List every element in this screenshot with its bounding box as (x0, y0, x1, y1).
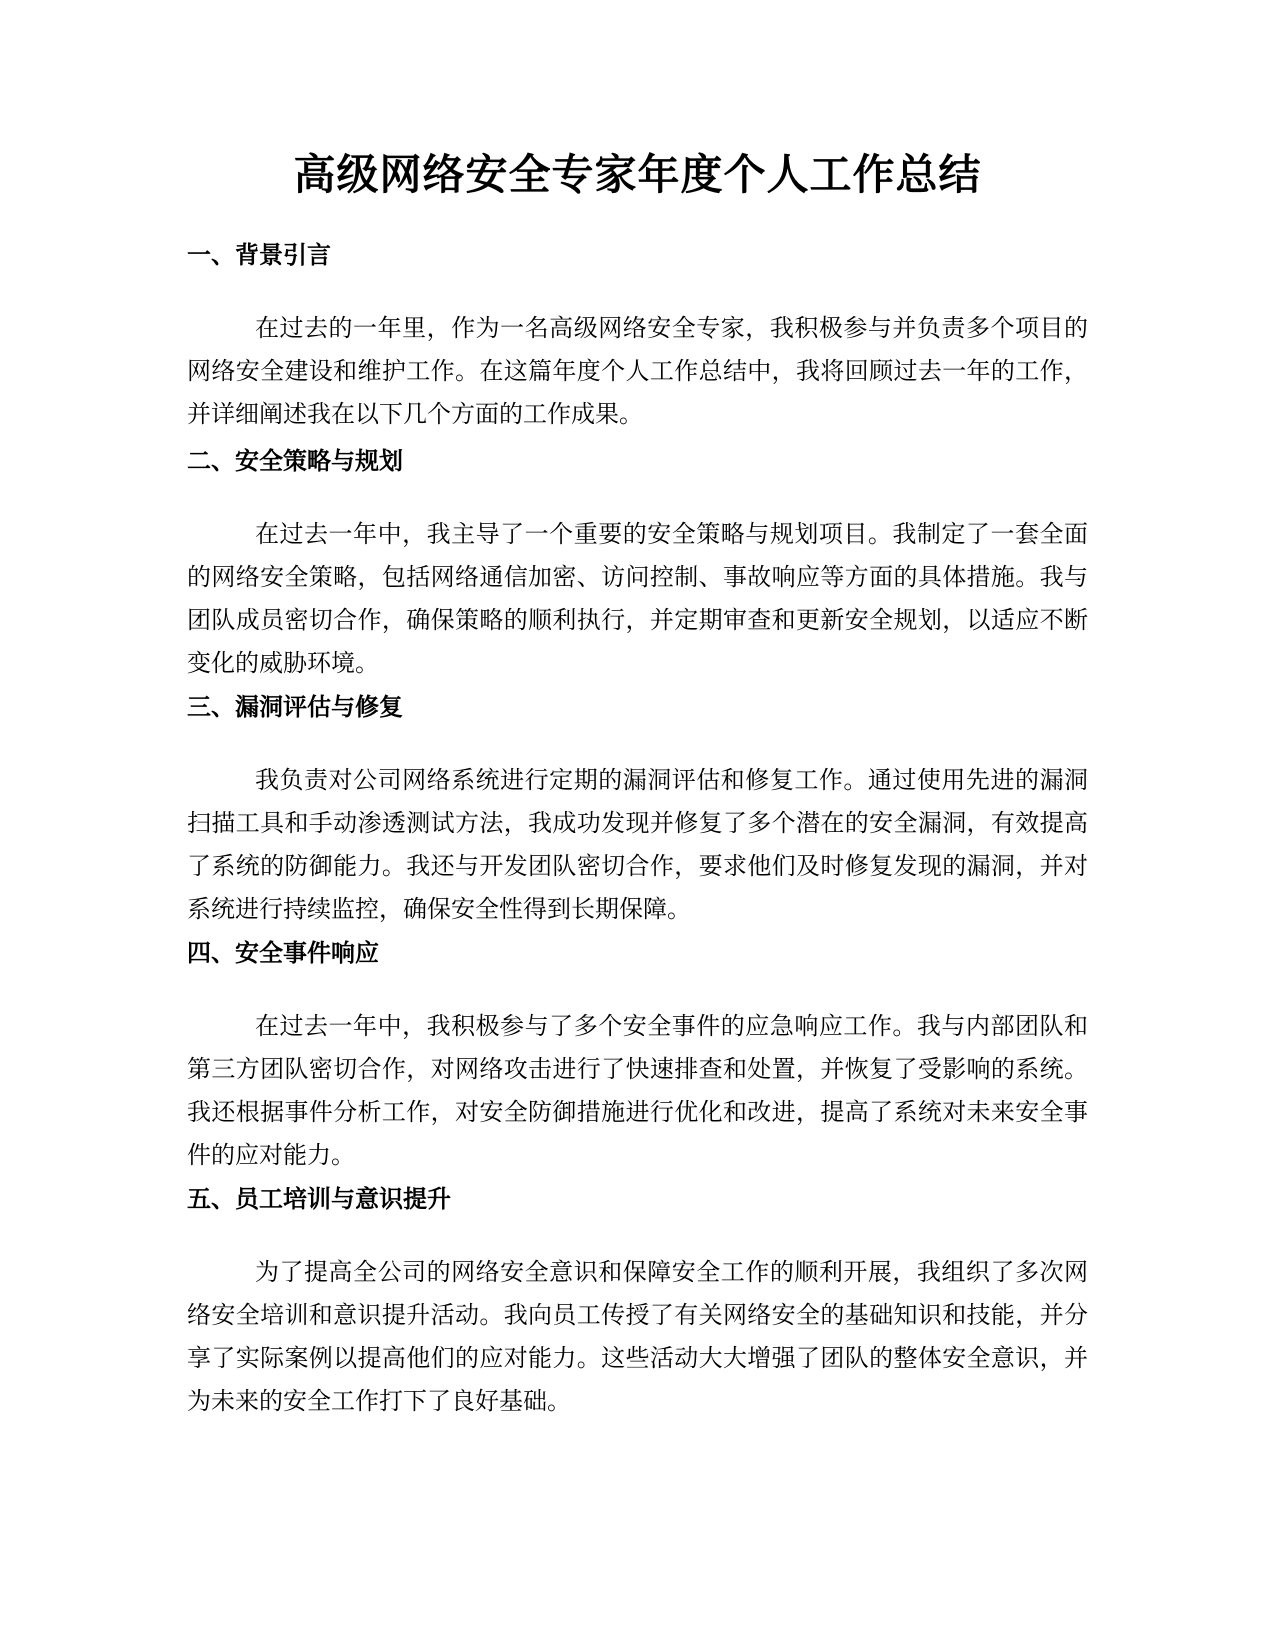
section-paragraph: 在过去一年中，我主导了一个重要的安全策略与规划项目。我制定了一套全面的网络安全策略，包括网络通信加密、访问控制、事故响应等方面的具体措施。我与团队成员密切合作，确保策略的顺利执行，并定期审查和更新安全规划，以适应不断变化的威胁环境。 (187, 520, 1088, 677)
section-background (187, 238, 1088, 436)
section-heading: 五、员工培训与意识提升 (187, 1185, 451, 1213)
section-heading: 二、安全策略与规划 (187, 447, 403, 475)
section-heading: 一、背景引言 (187, 241, 331, 269)
section-training (187, 1182, 1088, 1423)
section-paragraph: 在过去的一年里，作为一名高级网络安全专家，我积极参与并负责多个项目的网络安全建设和维护工作。在这篇年度个人工作总结中，我将回顾过去一年的工作，并详细阐述我在以下几个方面的工作成果。 (187, 314, 1088, 428)
section-paragraph: 我负责对公司网络系统进行定期的漏洞评估和修复工作。通过使用先进的漏洞扫描工具和手动渗透测试方法，我成功发现并修复了多个潜在的安全漏洞，有效提高了系统的防御能力。我还与开发团队密切合作，要求他们及时修复发现的漏洞，并对系统进行持续监控，确保安全性得到长期保障。 (187, 766, 1088, 923)
section-paragraph: 为了提高全公司的网络安全意识和保障安全工作的顺利开展，我组织了多次网络安全培训和意识提升活动。我向员工传授了有关网络安全的基础知识和技能，并分享了实际案例以提高他们的应对能力。这些活动大大增强了团队的整体安全意识，并为未来的安全工作打下了良好基础。 (187, 1258, 1088, 1415)
section-heading: 三、漏洞评估与修复 (187, 693, 403, 721)
section-incident-response (187, 936, 1088, 1177)
document-title: 高级网络安全专家年度个人工作总结 (293, 150, 982, 199)
section-vulnerability (187, 690, 1088, 931)
section-heading: 四、安全事件响应 (187, 939, 379, 967)
section-strategy (187, 444, 1088, 685)
section-paragraph: 在过去一年中，我积极参与了多个安全事件的应急响应工作。我与内部团队和第三方团队密切合作，对网络攻击进行了快速排查和处置，并恢复了受影响的系统。我还根据事件分析工作，对安全防御措施进行优化和改进，提高了系统对未来安全事件的应对能力。 (187, 1012, 1088, 1169)
